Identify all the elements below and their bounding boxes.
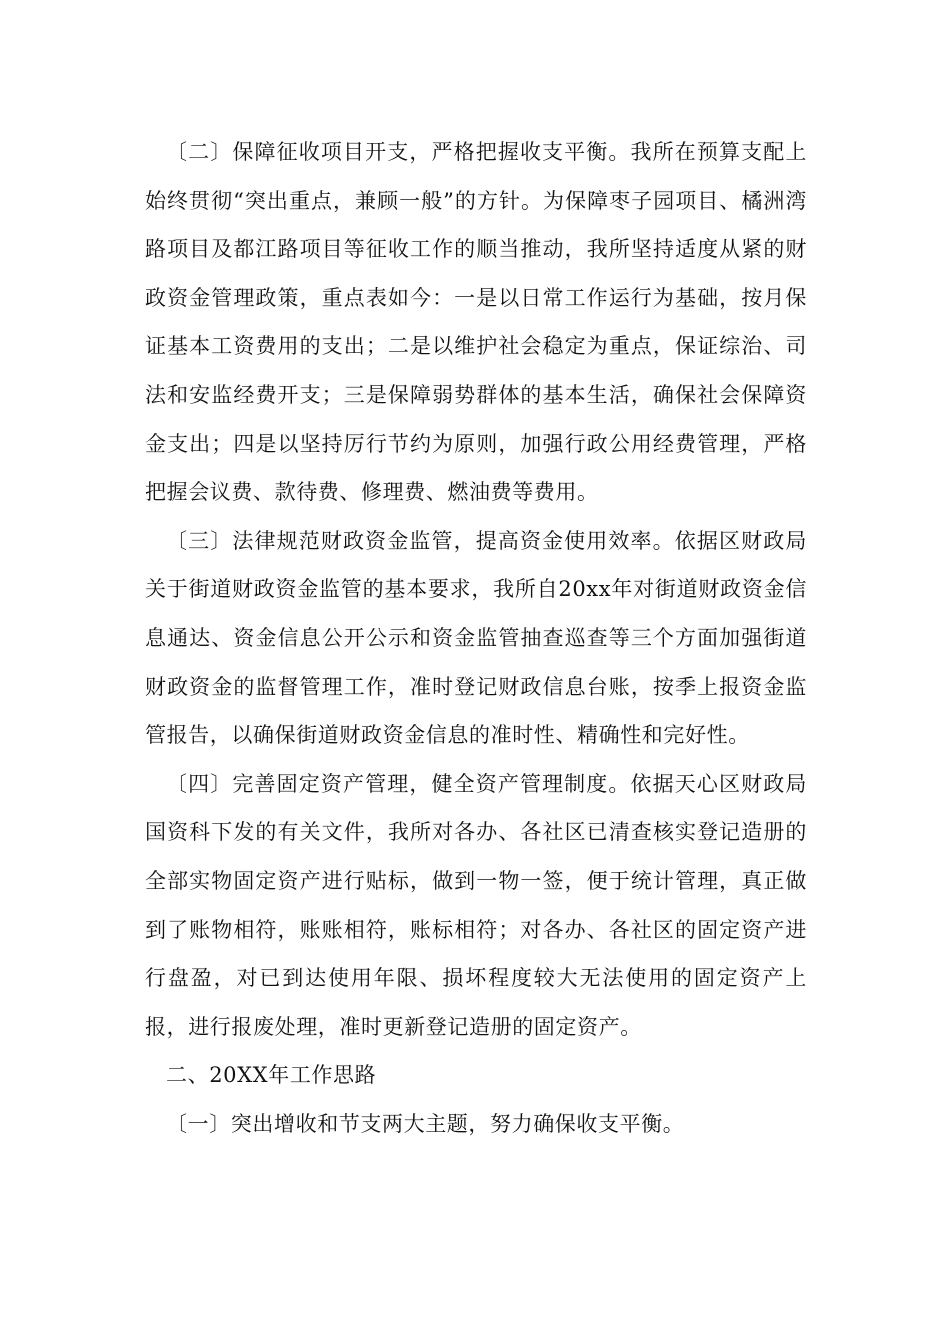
paragraph-budget-guarantee: 〔二〕保障征收项目开支，严格把握收支平衡。我所在预算支配上始终贯彻“突出重点，兼顾一般”的方针。为保障枣子园项目、橘洲湾路项目及都江路项目等征收工作的顺当推动，我所坚持适度从紧的财政资金管理政策，重点表如今：一是以日常工作运行为基础，按月保证基本工资费用的支出；二是以维护社会稳定为重点，保证综治、司法和安监经费开支；三是保障弱势群体的基本生活，确保社会保障资金支出；四是以坚持厉行节约为原则，加强行政公用经费管理，严格把握会议费、款待费、修理费、燃油费等费用。 bbox=[145, 140, 807, 505]
section-heading: 二、20XX年工作思路 bbox=[166, 1063, 377, 1088]
document-body bbox=[145, 128, 807, 1148]
paragraph-fixed-assets: 〔四〕完善固定资产管理，健全资产管理制度。依据天心区财政局国资科下发的有关文件，我所对各办、各社区已清查核实登记造册的全部实物固定资产进行贴标，做到一物一签，便于统计管理，真正做到了账物相符，账账相符，账标相符；对各办、各社区的固定资产进行盘盈，对已到达使用年限、损坏程度较大无法使用的固定资产上报，进行报废处理，准时更新登记造册的固定资产。 bbox=[145, 771, 807, 1039]
paragraph-work-plan-item-1: 〔一〕突出增收和节支两大主题，努力确保收支平衡。 bbox=[166, 1111, 685, 1136]
paragraph-fund-supervision: 〔三〕法律规范财政资金监管，提高资金使用效率。依据区财政局关于街道财政资金监管的基本要求，我所自20xx年对街道财政资金信息通达、资金信息公开公示和资金监管抽查巡查等三个方面加强街道财政资金的监督管理工作，准时登记财政信息台账，按季上报资金监管报告，以确保街道财政资金信息的准时性、精确性和完好性。 bbox=[145, 528, 807, 748]
